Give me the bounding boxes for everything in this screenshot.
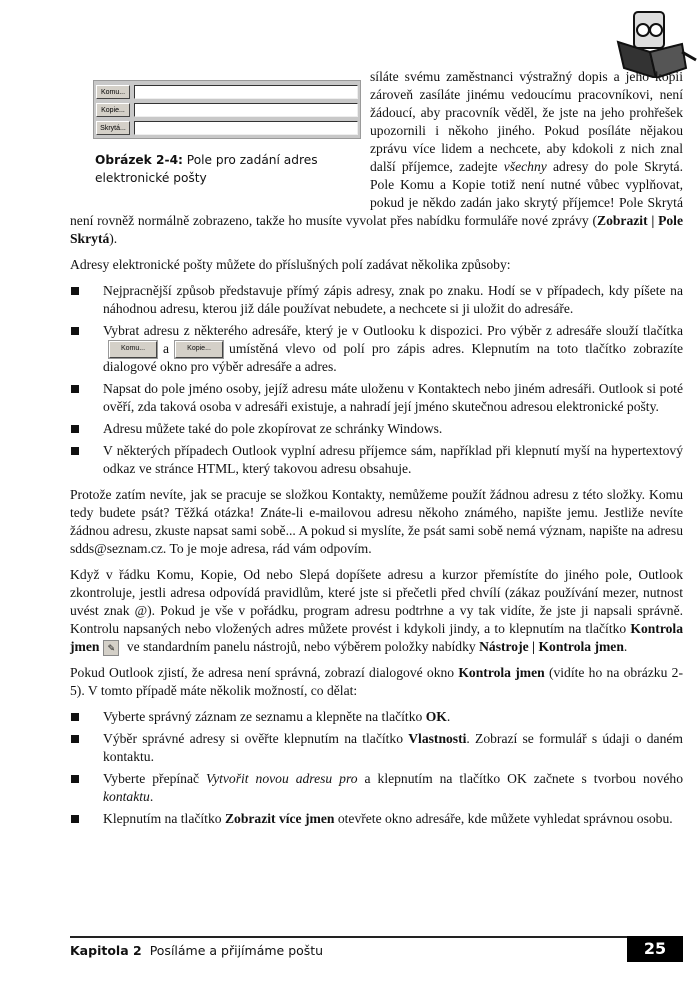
bullet-icon [71, 775, 79, 783]
bullet-icon [71, 713, 79, 721]
check-names-icon: ✎ [103, 640, 119, 656]
text-segment: Zobrazit více jmen [224, 811, 335, 827]
paragraph [70, 664, 683, 700]
text-segment: Adresu můžete také do pole zkopírovat ze schránky Windows. [103, 421, 443, 437]
text-segment: . [623, 639, 628, 655]
text-segment: kontaktu [103, 789, 150, 805]
address-methods-list [70, 282, 683, 478]
figure-2-4 [70, 68, 370, 204]
text-segment: a klepnutím na tlačítko OK začnete s tvorbou nového [357, 771, 683, 787]
inline-button-image: Kopie... [175, 341, 223, 358]
page-number: 25 [627, 936, 683, 962]
cc-button: Kopie... [96, 103, 130, 117]
address-fields-screenshot [93, 80, 361, 139]
caption-label: Obrázek 2-4: [95, 153, 183, 167]
text-segment: ). [109, 231, 118, 246]
bullet-icon [71, 327, 79, 335]
text-segment: Vlastnosti [408, 731, 467, 747]
caption-text: Pole pro zadání adres elektronické pošty [95, 153, 318, 185]
text-segment: adresy do pole Skrytá. Pole Komu a Kopie totiž není nutné vůbec vyplňovat, pokud je někdo zadán jako skrytý příjemce! Pole Skrytá není rovněž normálně zobrazeno, takže ho musíte vyvolat přes nabídku formuláře nové zprávy ( [70, 159, 683, 228]
text-segment: Pokud Outlook zjistí, že adresa není správná, zobrazí dialogové okno [70, 665, 459, 681]
text-segment: Když v řádku Komu, Kopie, Od nebo Slepá dopíšete adresu a kurzor přemístíte do jiného pole, Outlook zkontroluje, jestli adresa odpovídá pravidlům, které jste si přečetli před chvílí (zákaz používání mezer, nutnost uvést znak @). Pokud je vše v pořádku, program adresu podtrhne a vy tak vidíte, že jste ji napsali správně. Kontrolu napsaných nebo vložených adres můžete provést i kdykoli jindy, a to klepnutím na tlačítko [70, 567, 683, 637]
options-list [70, 708, 683, 828]
text-segment: V některých případech Outlook vyplní adresu příjemce sám, například při klepnutí myší na hypertextový odkaz ve stránce HTML, který takovou adresu obsahuje. [103, 443, 683, 477]
bullet-icon [71, 385, 79, 393]
list-item [70, 420, 683, 438]
paragraph [70, 256, 683, 274]
bullet-icon [71, 735, 79, 743]
text-segment: Vytvořit novou adresu pro [206, 771, 358, 787]
text-segment: umístěná vlevo od polí pro zápis adres. Klepnutím na toto tlačítko zobrazíte dialogové okno pro výběr adresáře a adres. [103, 341, 683, 375]
bullet-icon [71, 425, 79, 433]
bullet-icon [71, 287, 79, 295]
chapter-title: Posíláme a přijímáme poštu [149, 943, 324, 958]
text-segment: Nejpracnější způsob představuje přímý zápis adresy, znak po znaku. Hodí se v případech, kdy píšete na náhodnou adresu, kterou již dále používat nebudete, a nechcete si ji uložit do adresáře. [103, 283, 683, 316]
list-item [70, 730, 683, 766]
list-item [70, 810, 683, 828]
text-segment: . Zobrazí se formulář s údaji o daném kontaktu. [103, 731, 683, 765]
inline-button-image: Komu... [109, 341, 157, 358]
text-segment: Adresy elektronické pošty můžete do příslušných polí zadávat několika způsoby: [70, 257, 511, 272]
list-item [70, 770, 683, 806]
figure-caption [95, 151, 370, 187]
text-segment: Kontrola jmen [458, 665, 545, 681]
text-segment: otevřete okno adresáře, kde můžete vyhledat správnou osobu. [334, 811, 673, 827]
list-item [70, 380, 683, 416]
paragraph [70, 486, 683, 558]
text-segment: Zobrazit | Pole Skrytá [70, 213, 683, 246]
bcc-button: Skrytá... [96, 121, 130, 135]
text-segment: Nástroje | Kontrola jmen [479, 639, 624, 655]
text-segment: . [446, 709, 451, 725]
to-button: Komu... [96, 85, 130, 99]
text-segment: . [149, 789, 154, 805]
list-item [70, 708, 683, 726]
text-segment: ve standardním panelu nástrojů, nebo výběrem položky nabídky [123, 639, 480, 655]
list-item [70, 442, 683, 478]
text-segment: všechny [503, 159, 547, 174]
text-segment: Klepnutím na tlačítko [103, 811, 225, 827]
text-segment: (vidíte ho na obrázku 2-5). V tomto případě máte několik možností, co dělat: [70, 665, 683, 699]
page-body [70, 68, 683, 836]
page-footer [70, 936, 683, 963]
text-segment: Vyberte správný záznam ze seznamu a klepněte na tlačítko [103, 709, 426, 725]
bullet-icon [71, 815, 79, 823]
list-item [70, 282, 683, 318]
to-field [134, 85, 358, 99]
text-segment: Vyberte přepínač [103, 771, 207, 787]
paragraph [70, 566, 683, 656]
chapter-label: Kapitola 2 [70, 943, 142, 958]
text-segment: síláte svému zaměstnanci výstražný dopis a jeho kopii zároveň zasíláte jinému vedoucímu pracovníkovi, není žádoucí, aby pracovník věděl, že jste na jeho prohřešek upozornili i někoho jiného. Pokud posíláte nějakou zprávu více lidem a nechcete, aby kdokoli z nich znal další příjemce, zadejte [370, 69, 683, 174]
bullet-icon [71, 447, 79, 455]
text-segment: OK [425, 709, 447, 725]
bcc-field [134, 121, 358, 135]
text-segment: a [163, 341, 170, 356]
text-segment: Vybrat adresu z některého adresáře, který je v Outlooku k dispozici. Pro výběr z adresáře slouží tlačítka [103, 323, 683, 338]
text-segment: Napsat do pole jméno osoby, jejíž adresu máte uloženu v Kontaktech nebo jiném adresáři. Outlook si poté ověří, zda taková osoba v adresáři existuje, a nahradí její jméno skutečnou adresou elektronické pošty. [103, 381, 683, 415]
cc-field [134, 103, 358, 117]
list-item [70, 322, 683, 376]
text-segment: Výběr správné adresy si ověřte klepnutím na tlačítko [103, 731, 409, 747]
text-segment: Kontrola jmen [70, 621, 683, 655]
text-segment: Protože zatím nevíte, jak se pracuje se složkou Kontakty, nemůžeme použít žádnou adresu z této složky. Komu tedy budete psát? Těžká otázka! Znáte-li e-mailovou adresu někoho známého, napište jemu. Jestliže nevíte žádnou adresu, zkuste napsat sami sobě... A pokud si myslíte, že psát sami sobě nemá význam, napište na adresu sdds@seznam.cz. To je moje adresa, rád vám odpovím. [70, 487, 683, 557]
